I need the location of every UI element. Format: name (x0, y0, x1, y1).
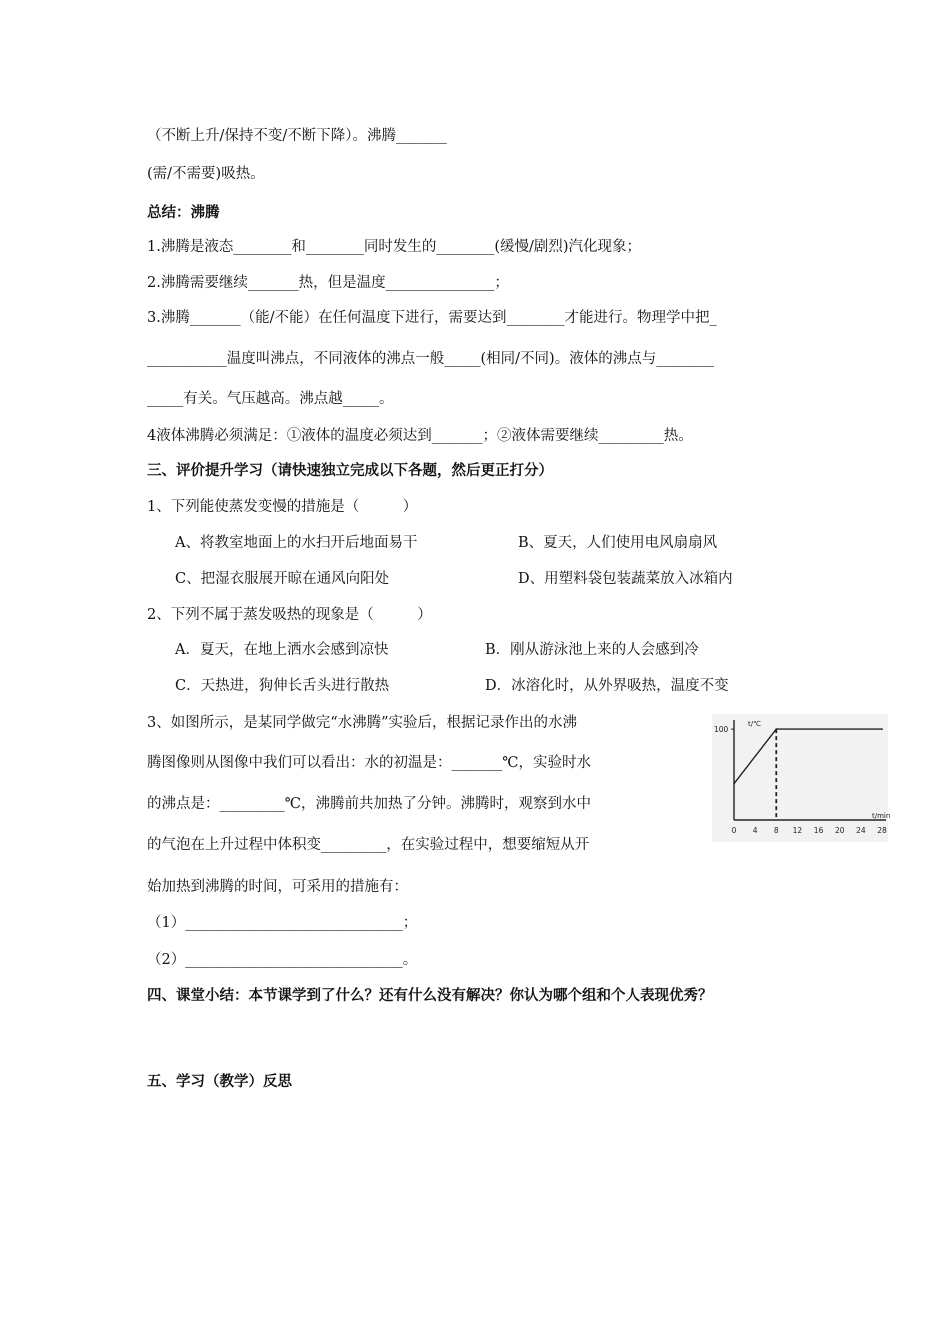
text-line: 2.沸腾需要继续_______热，但是温度_______________； (147, 275, 509, 291)
text-line: ___________温度叫沸点，不同液体的沸点一般_____(相同/不同)。液体的沸点与________ (147, 351, 715, 367)
section-5-heading: 五、学习（教学）反思 (147, 1074, 292, 1090)
text-line: 1.沸腾是液态________和________同时发生的________(缓慢/剧烈)汽化现象； (147, 239, 642, 255)
summary-heading: 总结：沸腾 (147, 205, 220, 221)
x-tick-label: 24 (856, 826, 866, 835)
x-tick-label: 4 (752, 826, 758, 835)
option-b: B．刚从游泳池上来的人会感到冷 (485, 642, 699, 658)
y-axis-label: t/℃ (748, 720, 761, 728)
answer-line-1: （1）______________________________； (147, 915, 418, 931)
answer-line-2: （2）______________________________。 (147, 952, 418, 968)
question-1: 1、下列能使蒸发变慢的措施是（ ） (147, 499, 418, 515)
text-line: _____有关。气压越高。沸点越_____。 (147, 391, 394, 407)
x-tick-label: 0 (731, 826, 737, 835)
text-line: 腾图像则从图像中我们可以看出：水的初温是：_______℃，实验时水 (147, 755, 591, 771)
text-line: （不断上升/保持不变/不断下降）。沸腾_______ (147, 128, 447, 144)
option-c: C、把湿衣服展开晾在通风向阳处 (175, 571, 390, 587)
text-line: (需/不需要)吸热。 (147, 166, 265, 182)
question-2: 2、下列不属于蒸发吸热的现象是（ ） (147, 607, 432, 623)
data-point (881, 728, 883, 730)
section-3-heading: 三、评价提升学习（请快速独立完成以下各题，然后更正打分） (147, 463, 553, 479)
x-tick-label: 12 (792, 826, 803, 835)
x-axis-label: t/min (872, 812, 891, 820)
text-line: 始加热到沸腾的时间，可采用的措施有： (147, 879, 408, 895)
x-tick-label: 16 (813, 826, 824, 835)
text-line: 的气泡在上升过程中体积变_________，在实验过程中，想要缩短从开 (147, 837, 590, 853)
x-tick-label: 8 (773, 826, 779, 835)
x-tick-label: 28 (877, 826, 887, 835)
x-tick-label: 20 (834, 826, 845, 835)
option-d: D、用塑料袋包装蔬菜放入冰箱内 (518, 571, 733, 587)
option-c: C．天热进，狗伸长舌头进行散热 (175, 678, 390, 694)
option-a: A、将教室地面上的水扫开后地面易干 (175, 535, 418, 551)
boiling-chart (712, 714, 891, 842)
question-3: 3、如图所示，是某同学做完“水沸腾”实验后，根据记录作出的水沸 (147, 715, 578, 731)
option-b: B、夏天，人们使用电风扇扇风 (518, 535, 718, 551)
y-tick-label: 100 (714, 725, 729, 735)
section-4-heading: 四、课堂小结：本节课学到了什么？还有什么没有解决？你认为哪个组和个人表现优秀？ (147, 988, 713, 1004)
text-line: 4液体沸腾必须满足：①液体的温度必须达到_______；②液体需要继续_________热。 (147, 428, 693, 444)
text-line: 的沸点是：_________℃，沸腾前共加热了分钟。沸腾时，观察到水中 (147, 796, 591, 812)
option-a: A．夏天，在地上洒水会感到凉快 (175, 642, 389, 658)
text-line: 3.沸腾_______（能/不能）在任何温度下进行，需要达到________才能进行。物理学中把_ (147, 310, 717, 326)
option-d: D．冰溶化时，从外界吸热，温度不变 (485, 678, 729, 694)
data-point (733, 783, 735, 785)
